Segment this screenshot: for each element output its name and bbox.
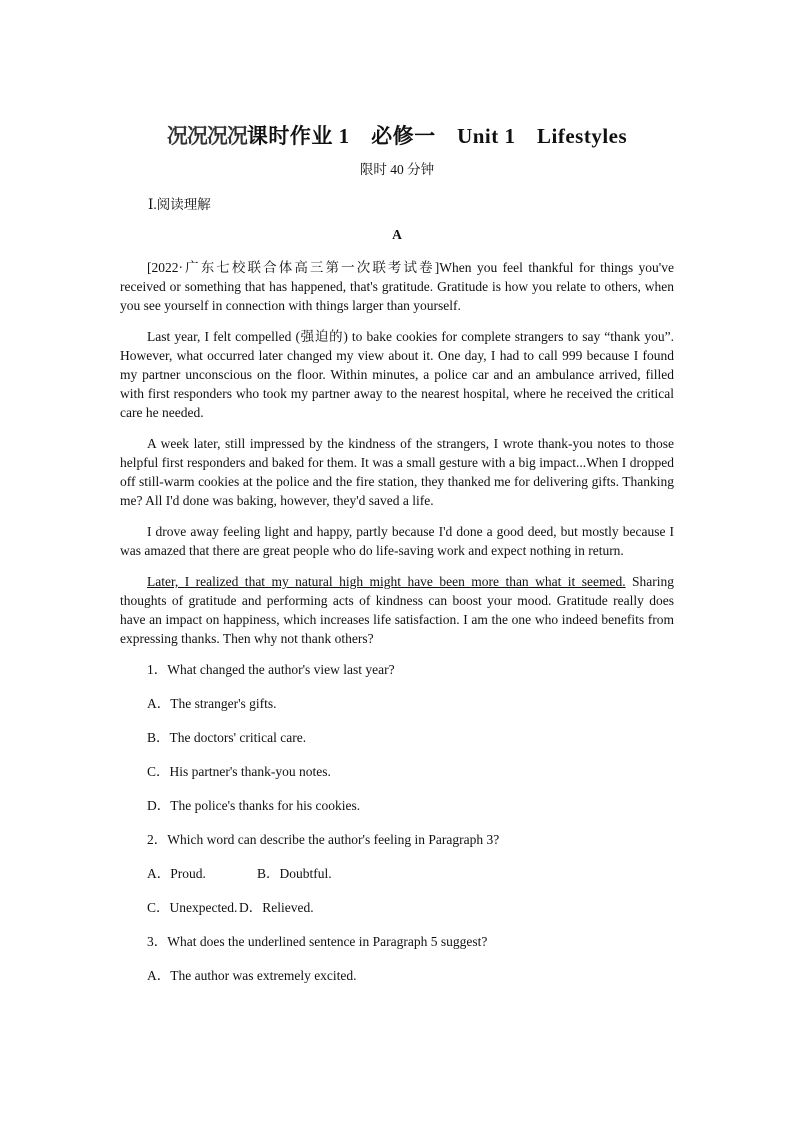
question-3-stem: 3．What does the underlined sentence in Paragraph 5 suggest?	[147, 934, 488, 949]
question-3-option-a: A．The author was extremely excited.	[147, 968, 357, 983]
paragraph-4: I drove away feeling light and happy, partly because I'd done a good deed, but mostly because I was amazed that there are great people who do life-saving work and expect nothing in return.	[120, 524, 674, 558]
title-prefix: 况况况况	[166, 124, 247, 148]
passage-label: A	[392, 227, 402, 242]
question-1-option-d: D．The police's thanks for his cookies.	[147, 798, 361, 813]
question-2-options-row-2	[120, 898, 674, 917]
paragraph-5-rest: Sharing thoughts of gratitude and performing acts of kindness can boost your mood. Gratitude really does have an impact on happiness, which increases life satisfaction. I am the one who indeed benefits from expressing thanks. Then why not thank others?	[120, 574, 675, 646]
time-limit: 限时 40 分钟	[359, 162, 435, 177]
question-2-option-b: B．Doubtful.	[257, 866, 332, 881]
reading-content	[120, 258, 674, 1000]
page-title	[167, 120, 627, 150]
question-1-option-c: C．His partner's thank-you notes.	[147, 764, 331, 779]
underlined-sentence: Later, I realized that my natural high might have been more than what it seemed.	[147, 574, 626, 589]
question-2-option-a: A．Proud.	[147, 866, 206, 881]
question-1-option-b: B．The doctors' critical care.	[147, 730, 307, 745]
question-1-stem: 1．What changed the author's view last year?	[147, 662, 395, 677]
question-2-option-c: C．Unexpected.	[147, 900, 238, 915]
title-wrap	[0, 120, 794, 150]
question-2-options-row-1	[120, 864, 674, 883]
paragraph-2: Last year, I felt compelled (强迫的) to bake cookies for complete strangers to say “thank you”. However, what occurred later changed my view about it. One day, I had to call 999 because I found my partner unconscious on the floor. Within minutes, a police car and an ambulance arrived, filled with first responders who took my partner away to the nearest hospital, where he received the critical care he needed.	[120, 329, 674, 420]
title-main: 课时作业 1 必修一 Unit 1 Lifestyles	[246, 124, 628, 148]
section-heading: Ⅰ.阅读理解	[148, 197, 211, 212]
question-1-option-a: A．The stranger's gifts.	[147, 696, 277, 711]
question-2-option-d: D．Relieved.	[239, 900, 314, 915]
paragraph-5	[120, 572, 674, 648]
question-2-stem: 2．Which word can describe the author's feeling in Paragraph 3?	[147, 832, 500, 847]
paragraph-1: [2022·广东七校联合体高三第一次联考试卷]When you feel thankful for things you've received or something that has happened, that's gratitude. Gratitude is how you relate to others, when you see yourself in connection with things larger than yourself.	[120, 260, 674, 313]
paragraph-3: A week later, still impressed by the kindness of the strangers, I wrote thank-you notes to those helpful first responders and baked for them. It was a small gesture with a big impact...When I dropped off still-warm cookies at the police and the fire station, they thanked me for delivering gifts. Thanking me? All I'd done was baking, however, they'd saved a life.	[120, 436, 674, 508]
